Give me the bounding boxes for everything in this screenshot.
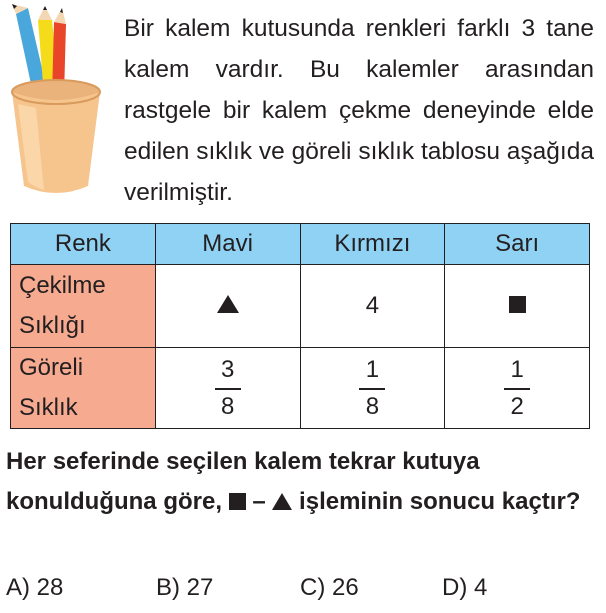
option-b[interactable] [156,568,213,608]
option-value: 28 [36,574,64,601]
option-value: 27 [186,574,214,601]
square-symbol-icon [509,296,526,313]
question-text [6,442,596,522]
minus-operator: – [252,488,266,515]
fraction-numerator: 1 [365,355,380,383]
fraction-denominator: 2 [510,392,524,420]
row-header-goreli-siklik [11,348,156,429]
option-letter: B) [156,574,180,601]
table-header-row [11,224,590,265]
pencil-cup-icon [6,4,106,200]
triangle-symbol-icon [272,493,292,510]
table-cell [155,265,300,348]
option-letter: D) [442,574,468,601]
frequency-table [10,223,590,429]
option-a[interactable] [6,568,63,608]
table-cell: 4 [300,265,445,348]
fraction-bar [359,388,385,390]
table-cell [155,348,300,429]
option-letter: A) [6,574,30,601]
fraction [359,356,385,421]
table-row-relative-frequency [11,348,590,429]
triangle-symbol-icon [217,295,239,313]
table-corner-cell: Renk [11,224,156,265]
option-value: 4 [474,574,488,601]
fraction-numerator: 3 [220,355,235,383]
row-header-line: Sıklığı [19,312,86,339]
cup-icon [12,80,100,193]
option-value: 26 [332,574,359,601]
problem-intro-text: Bir kalem kutusunda renkleri farklı 3 tane kalem vardır. Bu kalemler arasından rastgele bir kalem çekme deneyinde elde edilen sıklık ve göreli sıklık tablosu aşağıda verilmiştir. [124,15,594,206]
fraction [504,356,530,421]
row-header-cekilme-sikligi [11,265,156,348]
row-header-line: Göreli [19,354,84,381]
question-part-1: Her seferinde seçilen kalem tekrar kutuya konulduğuna göre, [6,448,480,515]
fraction-denominator: 8 [220,392,235,420]
option-letter: C) [300,574,326,601]
answer-options [0,568,606,608]
table-cell [445,265,590,348]
fraction-bar [215,388,241,390]
option-c[interactable] [300,568,359,608]
fraction [215,356,241,421]
fraction-numerator: 1 [510,355,524,383]
table-cell [300,348,445,429]
table-row-frequency [11,265,590,348]
option-d[interactable] [442,568,487,608]
column-header-kirmizi: Kırmızı [300,224,445,265]
column-header-mavi: Mavi [155,224,300,265]
fraction-denominator: 8 [365,392,380,420]
table-cell [445,348,590,429]
row-header-line: Sıklık [19,394,78,421]
question-part-2: işleminin sonucu kaçtır? [299,488,581,515]
square-symbol-icon [229,493,246,510]
column-header-sari: Sarı [445,224,590,265]
fraction-bar [504,388,530,390]
row-header-line: Çekilme [19,272,106,299]
